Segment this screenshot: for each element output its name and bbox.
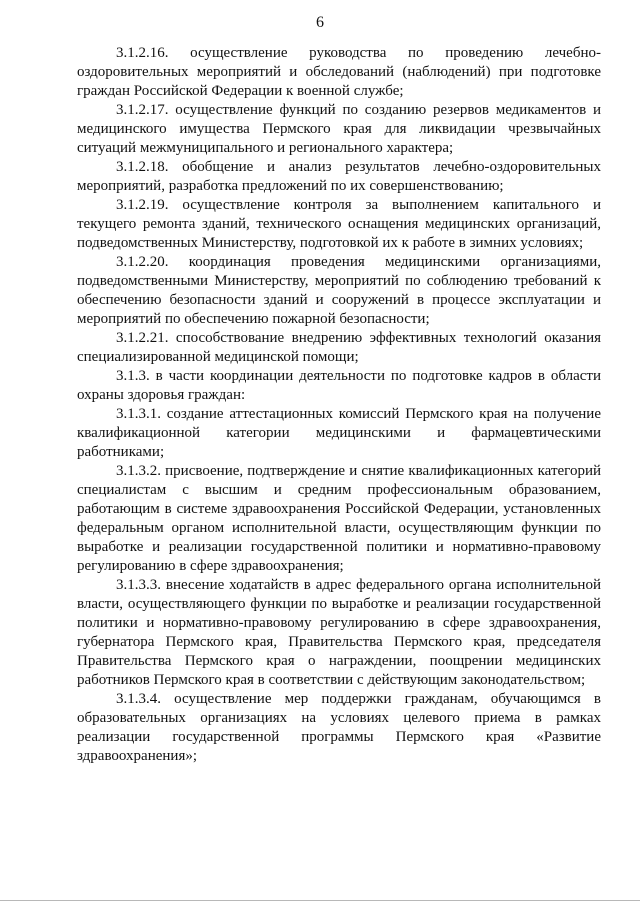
clause-number: 3.1.3.4. — [116, 691, 161, 707]
clause-text: способствование внедрению эффективных технологий оказания специализированной медицинской помощи; — [77, 330, 601, 365]
clause-text: присвоение, подтверждение и снятие квалификационных категорий специалистам с высшим и средним профессиональным образованием, работающим в системе здравоохранения Российской Федерации, установленных федеральным органом исполнительной власти, осуществляющим функции по выработке и реализации государственной политики и нормативно-правовому регулированию в сфере здравоохранения; — [77, 463, 601, 574]
paragraph-3-1-2-21 — [77, 329, 601, 367]
paragraph-3-1-3 — [77, 367, 601, 405]
clause-number: 3.1.2.17. — [116, 102, 169, 118]
scan-edge-line — [0, 900, 640, 901]
clause-text: в части координации деятельности по подготовке кадров в области охраны здоровья граждан: — [77, 368, 601, 403]
clause-text: координация проведения медицинскими организациями, подведомственными Министерству, мероприятий по соблюдению требований к обеспечению безопасности зданий и сооружений в процессе эксплуатации и мероприятий по обеспечению пожарной безопасности; — [77, 254, 601, 327]
paragraph-3-1-2-17 — [77, 101, 601, 158]
clause-number: 3.1.2.21. — [116, 330, 169, 346]
paragraph-3-1-3-1 — [77, 405, 601, 462]
paragraph-3-1-2-18 — [77, 158, 601, 196]
clause-text: осуществление контроля за выполнением капитального и текущего ремонта зданий, технического оснащения медицинских организаций, подведомственных Министерству, подготовкой их к работе в зимних условиях; — [77, 197, 601, 251]
clause-number: 3.1.3.1. — [116, 406, 161, 422]
paragraph-3-1-2-20 — [77, 253, 601, 329]
clause-text: обобщение и анализ результатов лечебно-оздоровительных мероприятий, разработка предложений по их совершенствованию; — [77, 159, 601, 194]
clause-number: 3.1.2.18. — [116, 159, 169, 175]
paragraph-3-1-3-2 — [77, 462, 601, 576]
clause-number: 3.1.3. — [116, 368, 150, 384]
clause-number: 3.1.2.20. — [116, 254, 169, 270]
paragraph-3-1-3-4 — [77, 690, 601, 766]
clause-number: 3.1.2.19. — [116, 197, 169, 213]
clause-number: 3.1.3.2. — [116, 463, 161, 479]
clause-number: 3.1.2.16. — [116, 45, 169, 61]
paragraph-3-1-2-19 — [77, 196, 601, 253]
page-number: 6 — [316, 14, 324, 31]
paragraph-3-1-3-3 — [77, 576, 601, 690]
clause-text: внесение ходатайств в адрес федерального органа исполнительной власти, осуществляющего функции по выработке и реализации государственной политики и нормативно-правовому регулированию в сфере здравоохранения, губернатора Пермского края, Правительства Пермского края, председателя Правительства Пермского края о награждении, поощрении медицинских работников Пермского края в соответствии с действующим законодательством; — [77, 577, 601, 688]
clause-text: создание аттестационных комиссий Пермского края на получение квалификационной категории медицинскими и фармацевтическими работниками; — [77, 406, 601, 460]
clause-text: осуществление мер поддержки гражданам, обучающимся в образовательных организациях на условиях целевого приема в рамках реализации государственной программы Пермского края «Развитие здравоохранения»; — [77, 691, 601, 764]
document-body — [77, 44, 601, 766]
clause-text: осуществление функций по созданию резервов медикаментов и медицинского имущества Пермского края для ликвидации чрезвычайных ситуаций межмуниципального и регионального характера; — [77, 102, 601, 156]
clause-text: осуществление руководства по проведению лечебно-оздоровительных мероприятий и обследований (наблюдений) при подготовке граждан Российской Федерации к военной службе; — [77, 45, 601, 99]
paragraph-3-1-2-16 — [77, 44, 601, 101]
clause-number: 3.1.3.3. — [116, 577, 161, 593]
